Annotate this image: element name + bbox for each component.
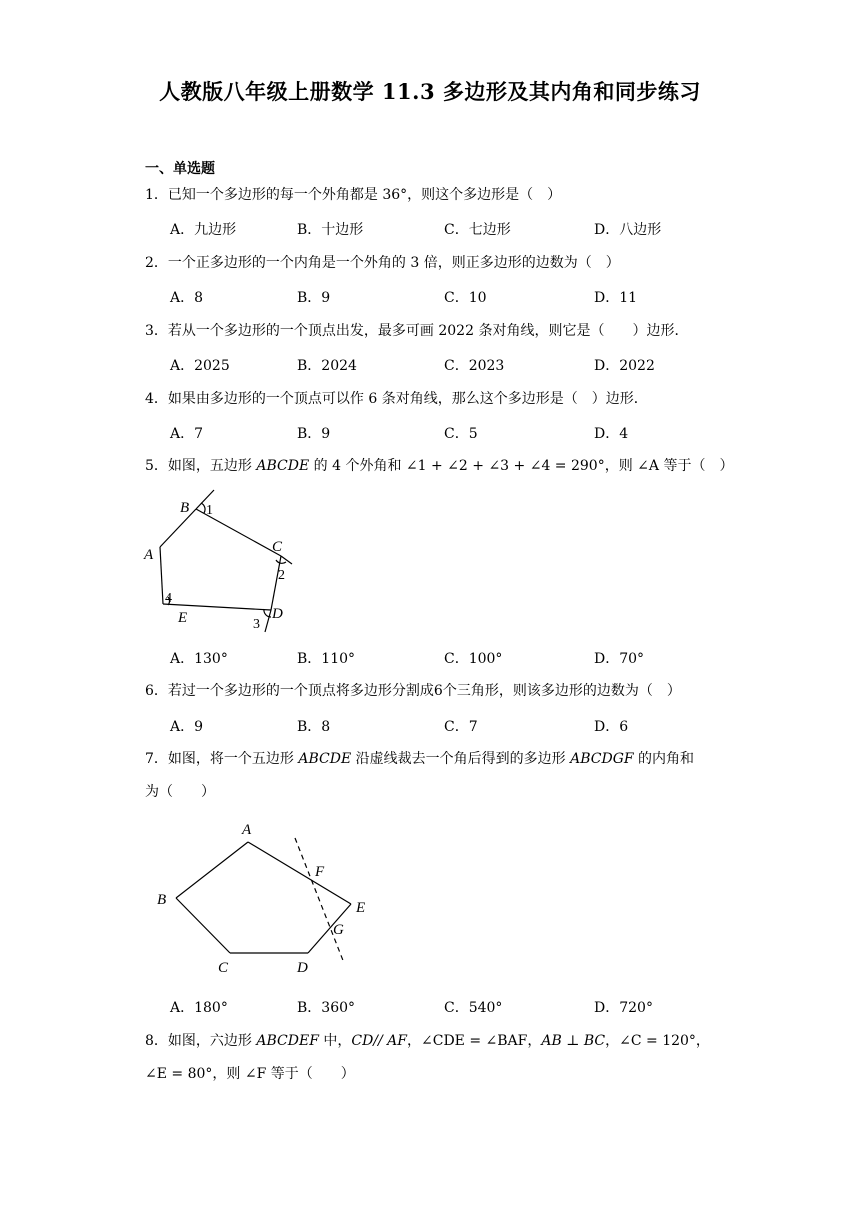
question-1 — [145, 185, 561, 205]
option-a[interactable]: A．7 — [170, 426, 204, 442]
option-d[interactable]: D．720° — [594, 1000, 653, 1016]
vertex-label-e: E — [356, 900, 366, 916]
polygon-name: ABCDE — [256, 458, 310, 474]
option-d[interactable]: D．11 — [594, 290, 638, 306]
section-heading: 一、单选题 — [145, 161, 215, 177]
question-4 — [145, 389, 648, 409]
question-number: 7． — [145, 751, 168, 767]
option-a[interactable]: A．8 — [170, 290, 204, 306]
question-number: 1． — [145, 187, 168, 203]
options-7 — [170, 997, 730, 1017]
question-number: 2． — [145, 255, 168, 271]
figure-pentagon-exterior-angles — [140, 485, 300, 635]
question-8 — [145, 1031, 710, 1051]
vertex-label-f: F — [315, 864, 325, 880]
question-3 — [145, 321, 688, 341]
polygon-name: ABCDEF — [256, 1033, 319, 1049]
question-number: 8． — [145, 1033, 168, 1049]
option-a[interactable]: A．9 — [170, 719, 204, 735]
vertex-label-g: G — [333, 922, 344, 938]
angle-label-2: 2 — [278, 568, 285, 583]
condition-parallel: CD// AF — [351, 1033, 408, 1049]
options-4 — [170, 423, 730, 443]
option-b[interactable]: B．9 — [297, 290, 331, 306]
vertex-label-d: D — [272, 606, 283, 622]
options-5 — [170, 648, 730, 668]
question-number: 5． — [145, 458, 168, 474]
figure-pentagon-cut — [150, 818, 380, 978]
question-text: 一个正多边形的一个内角是一个外角的 3 倍，则正多边形的边数为（ ） — [167, 255, 620, 271]
option-d[interactable]: D．6 — [594, 719, 629, 735]
vertex-label-a: A — [144, 547, 154, 563]
options-6 — [170, 716, 730, 736]
vertex-label-c: C — [272, 539, 283, 555]
question-number: 6． — [145, 683, 168, 699]
question-text: 如图，六边形 — [167, 1033, 257, 1049]
options-1 — [170, 219, 730, 239]
option-b[interactable]: B．8 — [297, 719, 331, 735]
option-c[interactable]: C．100° — [444, 651, 503, 667]
vertex-label-b: B — [180, 500, 190, 516]
vertex-label-c: C — [218, 960, 229, 976]
question-number: 4． — [145, 391, 168, 407]
question-8-line2: ∠E = 80°，则 ∠F 等于（ ） — [145, 1066, 355, 1082]
question-text: 沿虚线裁去一个角后得到的多边形 — [351, 751, 571, 767]
option-d[interactable]: D．70° — [594, 651, 645, 667]
question-text: ，∠CDE = ∠BAF， — [407, 1033, 542, 1049]
option-b[interactable]: B．360° — [297, 1000, 356, 1016]
option-d[interactable]: D．八边形 — [594, 222, 662, 238]
option-b[interactable]: B．110° — [297, 651, 356, 667]
option-c[interactable]: C．10 — [444, 290, 487, 306]
option-b[interactable]: B．十边形 — [297, 222, 364, 238]
option-d[interactable]: D．4 — [594, 426, 629, 442]
angle-label-3: 3 — [253, 617, 260, 632]
question-text: 如果由多边形的一个顶点可以作 6 条对角线，那么这个多边形是（ ）边形． — [167, 391, 648, 407]
option-a[interactable]: A．130° — [170, 651, 228, 667]
option-a[interactable]: A．九边形 — [170, 222, 237, 238]
options-3 — [170, 355, 730, 375]
question-5 — [145, 456, 733, 476]
question-text: 若从一个多边形的一个顶点出发，最多可画 2022 条对角线，则它是（ ）边形． — [167, 323, 689, 339]
option-c[interactable]: C．七边形 — [444, 222, 511, 238]
question-text: 已知一个多边形的每一个外角都是 36°，则这个多边形是（ ） — [167, 187, 562, 203]
vertex-label-b: B — [157, 892, 167, 908]
polygon-name: ABCDE — [298, 751, 352, 767]
vertex-label-e: E — [178, 610, 188, 626]
page-title: 人教版八年级上册数学 11.3 多边形及其内角和同步练习 — [159, 79, 701, 104]
question-text: 中， — [318, 1033, 352, 1049]
option-c[interactable]: C．2023 — [444, 358, 505, 374]
angle-label-4: 4 — [165, 591, 172, 606]
question-text: 的内角和 — [633, 751, 695, 767]
question-text: 的 4 个外角和 ∠1 + ∠2 + ∠3 + ∠4 = 290°，则 ∠A 等于（ ） — [309, 458, 734, 474]
options-2 — [170, 287, 730, 307]
question-7 — [145, 749, 694, 769]
vertex-label-d: D — [297, 960, 308, 976]
question-text: 如图，将一个五边形 — [167, 751, 299, 767]
polygon-name: ABCDGF — [570, 751, 634, 767]
option-b[interactable]: B．9 — [297, 426, 331, 442]
vertex-label-a: A — [242, 822, 252, 838]
question-6 — [145, 681, 681, 701]
question-text: 如图，五边形 — [167, 458, 257, 474]
question-text: ，∠C = 120°， — [605, 1033, 710, 1049]
option-a[interactable]: A．2025 — [170, 358, 230, 374]
option-b[interactable]: B．2024 — [297, 358, 357, 374]
option-c[interactable]: C．540° — [444, 1000, 503, 1016]
question-2 — [145, 253, 620, 273]
angle-label-1: 1 — [206, 503, 213, 518]
option-c[interactable]: C．5 — [444, 426, 478, 442]
option-c[interactable]: C．7 — [444, 719, 478, 735]
option-d[interactable]: D．2022 — [594, 358, 655, 374]
option-a[interactable]: A．180° — [170, 1000, 228, 1016]
question-number: 3． — [145, 323, 168, 339]
condition-perpendicular: AB ⊥ BC — [541, 1033, 606, 1049]
question-text: 若过一个多边形的一个顶点将多边形分割成6个三角形，则该多边形的边数为（ ） — [167, 683, 681, 699]
question-7-line2: 为（ ） — [145, 784, 215, 800]
